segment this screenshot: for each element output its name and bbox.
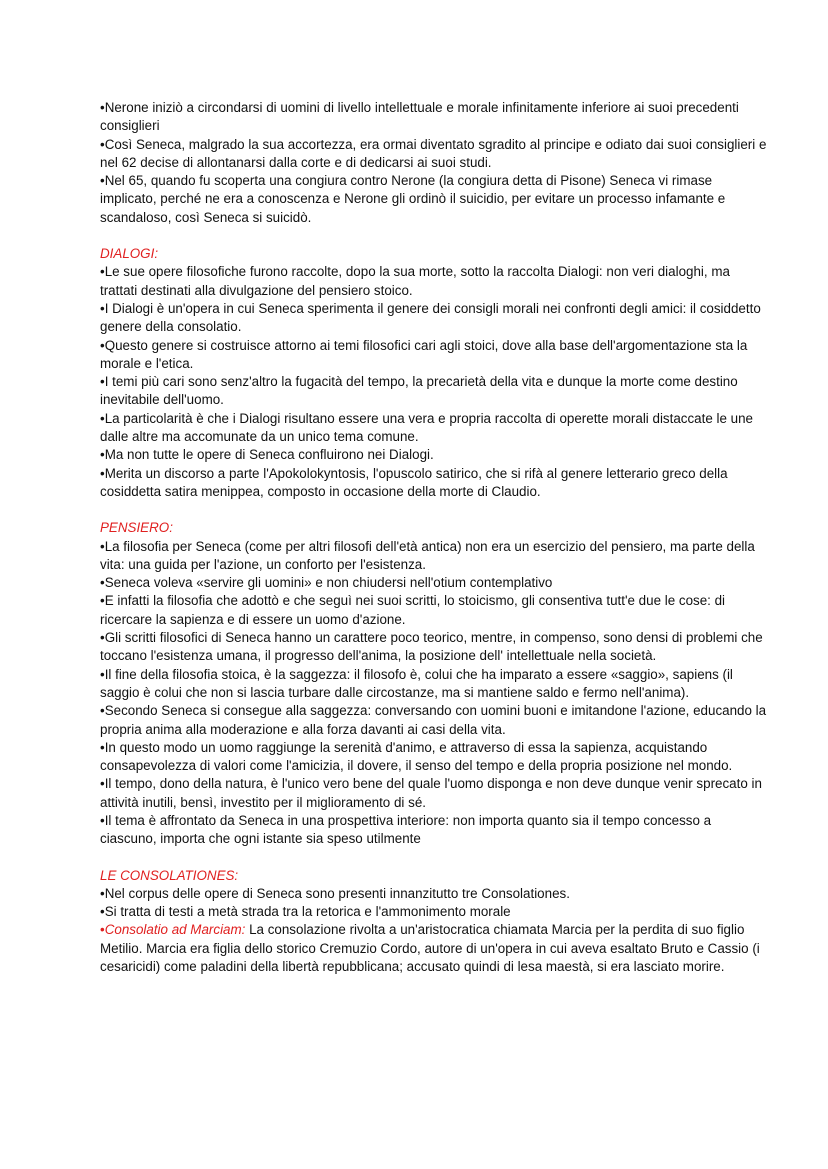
paragraph: •I temi più cari sono senz'altro la fugacità del tempo, la precarietà della vita e dunque la morte come destino inevitabile dell'uomo. bbox=[100, 374, 738, 408]
paragraph: •Gli scritti filosofici di Seneca hanno un carattere poco teorico, mentre, in compenso, sono densi di problemi che toccano l'esistenza umana, il progresso dell'anima, la posizione dell' intellettuale nella società. bbox=[100, 630, 763, 664]
paragraph: •Così Seneca, malgrado la sua accortezza, era ormai diventato sgradito al principe e odiato dai suoi consiglieri e nel 62 decise di allontanarsi dalla corte e di dedicarsi ai suoi studi. bbox=[100, 136, 767, 170]
paragraph: •Nel 65, quando fu scoperta una congiura contro Nerone (la congiura detta di Pisone) Seneca vi rimase implicato, perché ne era a conoscenza e Nerone gli ordinò il suicidio, per evitare un processo infamante e scandaloso, così Seneca si suicidò. bbox=[100, 173, 726, 225]
paragraph: •La filosofia per Seneca (come per altri filosofi dell'età antica) non era un esercizio del pensiero, ma parte della vita: una guida per l'azione, un conforto per l'esistenza. bbox=[100, 538, 755, 572]
work-title: Consolatio ad Marciam: bbox=[104, 922, 246, 938]
section-heading-dialogi: DIALOGI: bbox=[100, 246, 159, 262]
paragraph-marcia bbox=[100, 921, 768, 976]
intro-section bbox=[100, 99, 768, 227]
paragraph: •La particolarità è che i Dialogi risultano essere una vera e propria raccolta di operette morali distaccate le une dalle altre ma accomunate da un unico tema comune. bbox=[100, 410, 753, 445]
bullet: • bbox=[100, 922, 105, 938]
section-heading-consolationes: LE CONSOLATIONES: bbox=[100, 867, 239, 883]
work-description: La consolazione rivolta a un'aristocratica chiamata Marcia per la perdita di suo figlio Metilio. Marcia era figlia dello storico Cremuzio Cordo, autore di un'opera in cui aveva esaltato Bruto e Cassio (i cesaricidi) come paladini della libertà repubblicana; accusato quindi di lesa maestà, si era lasciato morire. bbox=[100, 922, 760, 975]
paragraph: •Le sue opere filosofiche furono raccolte, dopo la sua morte, sotto la raccolta Dialogi: non veri dialoghi, ma trattati destinati alla divulgazione del pensiero stoico. bbox=[100, 264, 730, 298]
paragraph: •Questo genere si costruisce attorno ai temi filosofici cari agli stoici, dove alla base dell'argomentazione sta la morale e l'etica. bbox=[100, 337, 748, 371]
paragraph: •I Dialogi è un'opera in cui Seneca sperimenta il genere dei consigli morali nei confronti degli amici: il cosiddetto genere della consolatio. bbox=[100, 300, 761, 335]
paragraph: •Il tempo, dono della natura, è l'unico vero bene del quale l'uomo disponga e non deve dunque venir sprecato in attività inutili, bensì, investito per il miglioramento di sé. bbox=[100, 776, 762, 810]
paragraph: •Ma non tutte le opere di Seneca confluirono nei Dialogi. bbox=[100, 447, 434, 463]
section-heading-pensiero: PENSIERO: bbox=[100, 520, 173, 536]
pensiero-section bbox=[100, 519, 768, 848]
paragraph: •Il tema è affrontato da Seneca in una prospettiva interiore: non importa quanto sia il tempo concesso a ciascuno, importa che ogni istante sia speso utilmente bbox=[100, 812, 712, 847]
paragraph: •Nerone iniziò a circondarsi di uomini di livello intellettuale e morale infinitamente inferiore ai suoi precedenti consiglieri bbox=[100, 100, 739, 134]
dialogi-section bbox=[100, 245, 768, 501]
paragraph: •Secondo Seneca si consegue alla saggezza: conversando con uomini buoni e imitandone l'azione, educando la propria anima alla moderazione e alla forza davanti ai casi della vita. bbox=[100, 703, 767, 737]
paragraph: •Si tratta di testi a metà strada tra la retorica e l'ammonimento morale bbox=[100, 904, 511, 920]
consolationes-section bbox=[100, 867, 768, 977]
paragraph: •Nel corpus delle opere di Seneca sono presenti innanzitutto tre Consolationes. bbox=[100, 885, 570, 901]
paragraph: •Seneca voleva «servire gli uomini» e non chiudersi nell'otium contemplativo bbox=[100, 575, 553, 591]
paragraph: •E infatti la filosofia che adottò e che seguì nei suoi scritti, lo stoicismo, gli consentiva tutt'e due le cose: di ricercare la sapienza e di essere un uomo d'azione. bbox=[100, 593, 726, 627]
paragraph: •Il fine della filosofia stoica, è la saggezza: il filosofo è, colui che ha imparato a essere «saggio», sapiens (il saggio è colui che non si lascia turbare dalle circostanze, ma si mantiene saldo e fermo nell'anima). bbox=[100, 666, 733, 700]
paragraph: •Merita un discorso a parte l'Apokolokyntosis, l'opuscolo satirico, che si rifà al genere letterario greco della cosiddetta satira menippea, composto in occasione della morte di Claudio. bbox=[100, 465, 728, 499]
paragraph: •In questo modo un uomo raggiunge la serenità d'animo, e attraverso di essa la sapienza, acquistando consapevolezza di valori come l'amicizia, il dovere, il senso del tempo e della propria posizione nel mondo. bbox=[100, 739, 733, 774]
